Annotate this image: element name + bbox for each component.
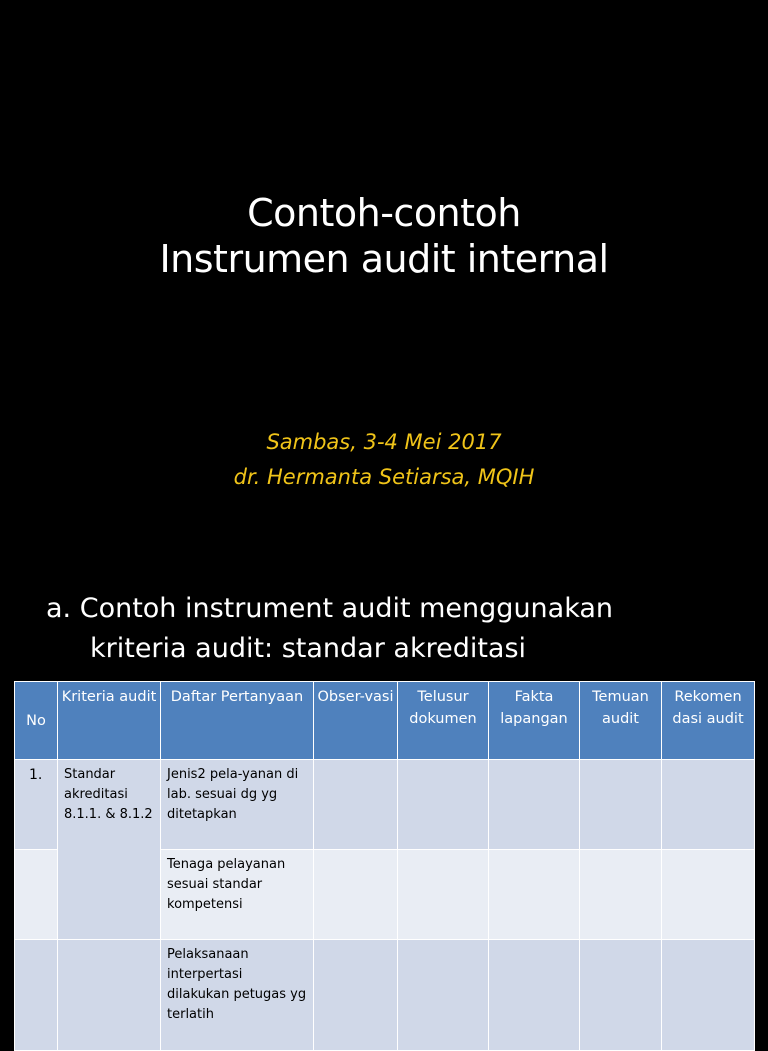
header-kriteria-audit: Kriteria audit xyxy=(58,682,161,760)
table-row xyxy=(15,760,755,850)
cell-observasi xyxy=(314,760,398,850)
cell-rekomendasi xyxy=(662,850,755,940)
cell-observasi xyxy=(314,940,398,1051)
cell-temuan xyxy=(580,940,662,1051)
cell-telusur xyxy=(398,940,489,1051)
header-rekomendasi-audit: Rekomen dasi audit xyxy=(662,682,755,760)
section-heading-line-1: a. Contoh instrument audit menggunakan xyxy=(46,593,614,624)
title-line-2: Instrumen audit internal xyxy=(159,237,609,281)
subtitle-date-location: Sambas, 3-4 Mei 2017 xyxy=(266,430,502,454)
cell-kriteria: Standar akreditasi 8.1.1. & 8.1.2 xyxy=(58,760,161,940)
cell-rekomendasi xyxy=(662,940,755,1051)
cell-no xyxy=(15,850,58,940)
cell-fakta xyxy=(489,760,580,850)
cell-fakta xyxy=(489,940,580,1051)
section-heading xyxy=(46,589,746,669)
table-header-row xyxy=(15,682,755,760)
cell-temuan xyxy=(580,850,662,940)
cell-telusur xyxy=(398,760,489,850)
header-fakta-lapangan: Fakta lapangan xyxy=(489,682,580,760)
cell-no: 1. xyxy=(15,760,58,850)
slide-title xyxy=(0,190,768,282)
header-daftar-pertanyaan: Daftar Pertanyaan xyxy=(161,682,314,760)
cell-kriteria xyxy=(58,940,161,1051)
cell-pertanyaan: Tenaga pelayanan sesuai standar kompetensi xyxy=(161,850,314,940)
slide-subtitle xyxy=(0,425,768,495)
section-heading-line-2: kriteria audit: standar akreditasi xyxy=(90,633,527,664)
title-line-1: Contoh-contoh xyxy=(247,191,521,235)
header-telusur-dokumen: Telusur dokumen xyxy=(398,682,489,760)
cell-fakta xyxy=(489,850,580,940)
cell-no xyxy=(15,940,58,1051)
cell-rekomendasi xyxy=(662,760,755,850)
header-no: No xyxy=(15,682,58,760)
cell-telusur xyxy=(398,850,489,940)
header-temuan-audit: Temuan audit xyxy=(580,682,662,760)
cell-pertanyaan: Pelaksanaan interpertasi dilakukan petugas yg terlatih xyxy=(161,940,314,1051)
subtitle-author: dr. Hermanta Setiarsa, MQIH xyxy=(233,465,535,489)
audit-instrument-table xyxy=(14,681,755,1051)
cell-temuan xyxy=(580,760,662,850)
table-row xyxy=(15,940,755,1051)
cell-pertanyaan: Jenis2 pela-yanan di lab. sesuai dg yg ditetapkan xyxy=(161,760,314,850)
cell-observasi xyxy=(314,850,398,940)
header-observasi: Obser-vasi xyxy=(314,682,398,760)
